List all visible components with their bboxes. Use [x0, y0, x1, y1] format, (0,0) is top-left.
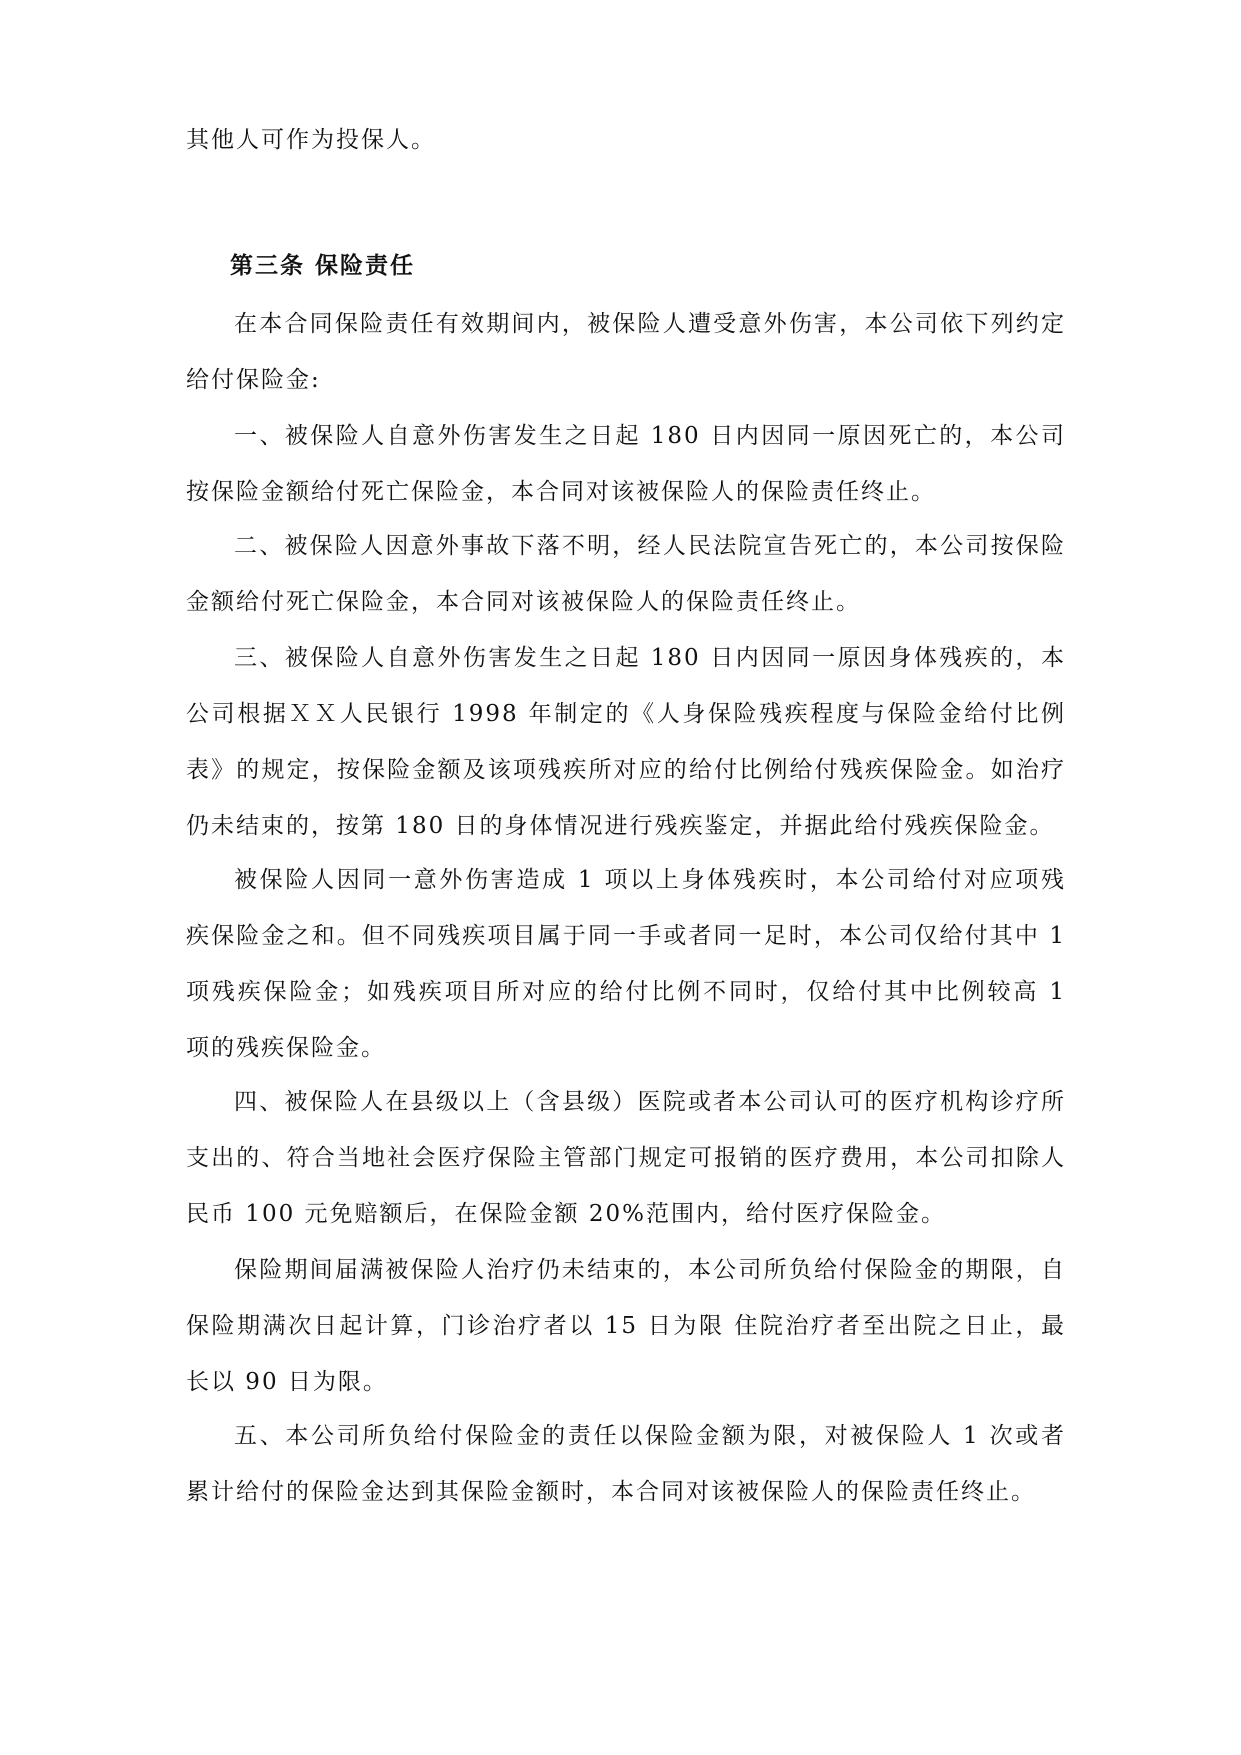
clause-4-paragraph: 四、被保险人在县级以上（含县级）医院或者本公司认可的医疗机构诊疗所支出的、符合当地社会医疗保险主管部门规定可报销的医疗费用，本公司扣除人民币 100 元免赔额后，在保险金额 20%范围内，给付医疗保险金。	[186, 1089, 1066, 1227]
clause-1-paragraph: 一、被保险人自意外伤害发生之日起 180 日内因同一原因死亡的，本公司按保险金额给付死亡保险金，本合同对该被保险人的保险责任终止。	[186, 423, 1066, 505]
clause-3-paragraph: 三、被保险人自意外伤害发生之日起 180 日内因同一原因身体残疾的，本公司根据ＸＸ人民银行 1998 年制定的《人身保险残疾程度与保险金给付比例表》的规定，按保险金额及该项残疾所对应的给付比例给付残疾保险金。如治疗仍未结束的，按第 180 日的身体情况进行残疾鉴定，并据此给付残疾保险金。	[186, 645, 1066, 839]
clause-4-supplement-paragraph: 保险期间届满被保险人治疗仍未结束的，本公司所负给付保险金的期限，自保险期满次日起计算，门诊治疗者以 15 日为限 住院治疗者至出院之日止，最长以 90 日为限。	[186, 1257, 1066, 1395]
clause-5-paragraph: 五、本公司所负给付保险金的责任以保险金额为限，对被保险人 1 次或者累计给付的保险金达到其保险金额时，本合同对该被保险人的保险责任终止。	[186, 1423, 1066, 1505]
carryover-line: 其他人可作为投保人。	[186, 127, 436, 153]
section-heading: 第三条 保险责任	[230, 252, 416, 279]
clause-3-supplement-paragraph: 被保险人因同一意外伤害造成 1 项以上身体残疾时，本公司给付对应项残疾保险金之和。但不同残疾项目属于同一手或者同一足时，本公司仅给付其中 1 项残疾保险金；如残疾项目所对应的给付比例不同时，仅给付其中比例较高 1 项的残疾保险金。	[186, 867, 1066, 1061]
clause-2-paragraph: 二、被保险人因意外事故下落不明，经人民法院宣告死亡的，本公司按保险金额给付死亡保险金，本合同对该被保险人的保险责任终止。	[186, 533, 1066, 615]
intro-paragraph: 在本合同保险责任有效期间内，被保险人遭受意外伤害，本公司依下列约定给付保险金:	[186, 311, 1066, 393]
